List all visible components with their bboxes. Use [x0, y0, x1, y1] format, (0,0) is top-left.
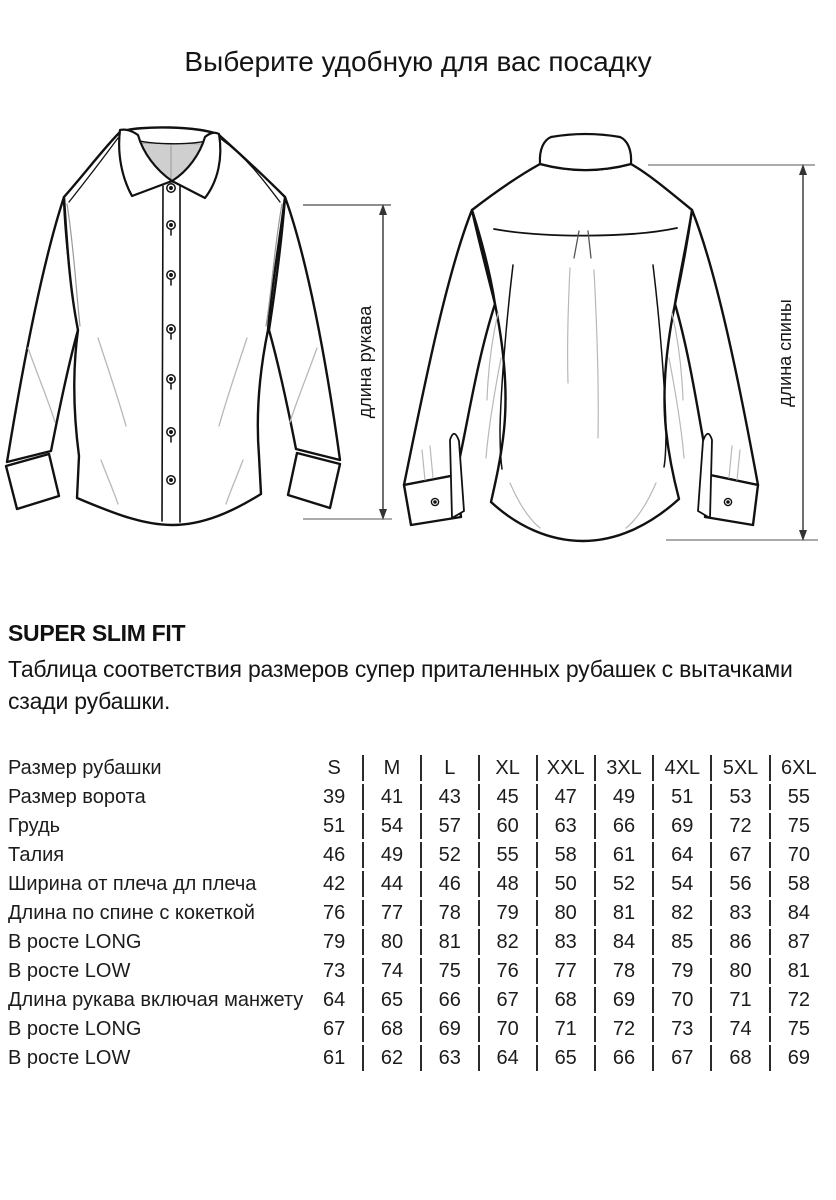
size-cell: 61 — [594, 842, 652, 868]
size-cell: 66 — [594, 1045, 652, 1071]
size-cell: 52 — [594, 871, 652, 897]
size-cell: 76 — [323, 901, 346, 924]
table-row-sleeve-long — [8, 1016, 827, 1042]
size-cell: M — [362, 755, 420, 781]
size-cell: 69 — [652, 813, 710, 839]
size-cell: 82 — [652, 900, 710, 926]
size-cell: 69 — [594, 987, 652, 1013]
size-cell: 6XL — [769, 755, 827, 781]
table-row-sleeve-low — [8, 1045, 827, 1071]
table-row-chest — [8, 813, 827, 839]
description-line: сзади рубашки. — [8, 688, 171, 714]
size-cell: 70 — [478, 1016, 536, 1042]
table-description — [8, 653, 793, 717]
size-cell: S — [327, 756, 341, 779]
size-cell: 83 — [536, 929, 594, 955]
size-cell: 61 — [323, 1046, 346, 1069]
size-row-label: Грудь — [8, 814, 61, 837]
size-cell: 81 — [594, 900, 652, 926]
size-cell: 71 — [536, 1016, 594, 1042]
size-row-label: Ширина от плеча дл плеча — [8, 872, 257, 895]
size-cell: 56 — [710, 871, 768, 897]
size-cell: 43 — [420, 784, 478, 810]
size-cell: 47 — [536, 784, 594, 810]
size-cell: 72 — [769, 987, 827, 1013]
size-row-label: Талия — [8, 843, 65, 866]
size-cell: 75 — [420, 958, 478, 984]
size-row-label: Длина по спине с кокеткой — [8, 901, 255, 924]
size-row-label: В росте LOW — [8, 1046, 131, 1069]
size-cell: 45 — [478, 784, 536, 810]
size-cell: 81 — [420, 929, 478, 955]
size-cell: 64 — [652, 842, 710, 868]
size-cell: 68 — [362, 1016, 420, 1042]
size-cell: 85 — [652, 929, 710, 955]
size-cell: 65 — [362, 987, 420, 1013]
size-cell: 77 — [362, 900, 420, 926]
size-cell: 55 — [478, 842, 536, 868]
size-row-label: В росте LOW — [8, 959, 131, 982]
size-cell: 75 — [769, 813, 827, 839]
size-cell: 66 — [594, 813, 652, 839]
description-line: Таблица соответствия размеров супер приталенных рубашек с вытачками — [8, 656, 793, 682]
size-cell: 41 — [362, 784, 420, 810]
size-cell: 57 — [420, 813, 478, 839]
back-body — [472, 164, 692, 541]
size-cell: 64 — [478, 1045, 536, 1071]
size-cell: 39 — [323, 785, 346, 808]
size-cell: 68 — [536, 987, 594, 1013]
size-cell: 64 — [323, 988, 346, 1011]
size-cell: 75 — [769, 1016, 827, 1042]
size-cell: 78 — [594, 958, 652, 984]
size-cell: 53 — [710, 784, 768, 810]
size-row-label: Размер ворота — [8, 785, 146, 808]
size-cell: 51 — [323, 814, 346, 837]
size-cell: 58 — [536, 842, 594, 868]
size-cell: XL — [478, 755, 536, 781]
table-row-height-long — [8, 929, 827, 955]
page-title: Выберите удобную для вас посадку — [184, 46, 652, 77]
front-shirt-illustration — [6, 127, 340, 525]
table-row-collar — [8, 784, 827, 810]
size-cell: 80 — [710, 958, 768, 984]
size-cell: 67 — [710, 842, 768, 868]
size-cell: 67 — [652, 1045, 710, 1071]
section-heading: SUPER SLIM FIT — [8, 620, 186, 646]
size-cell: 87 — [769, 929, 827, 955]
size-cell: 83 — [710, 900, 768, 926]
back-length-label: длина спины — [774, 299, 795, 407]
size-cell: 81 — [769, 958, 827, 984]
size-cell: 78 — [420, 900, 478, 926]
size-cell: 62 — [362, 1045, 420, 1071]
size-cell: 42 — [323, 872, 346, 895]
size-cell: 67 — [323, 1017, 346, 1040]
size-cell: 63 — [420, 1045, 478, 1071]
front-right-cuff — [288, 453, 340, 508]
size-cell: 49 — [594, 784, 652, 810]
size-cell: 74 — [362, 958, 420, 984]
size-cell: 70 — [769, 842, 827, 868]
size-cell: 46 — [323, 843, 346, 866]
size-cell: 70 — [652, 987, 710, 1013]
size-cell: XXL — [536, 755, 594, 781]
size-cell: 73 — [652, 1016, 710, 1042]
size-cell: 3XL — [594, 755, 652, 781]
size-cell: 77 — [536, 958, 594, 984]
size-row-label: Длина рукава включая манжету — [8, 988, 304, 1011]
arrow-up-icon — [379, 204, 387, 215]
size-cell: 71 — [710, 987, 768, 1013]
size-cell: 74 — [710, 1016, 768, 1042]
front-left-cuff — [6, 454, 59, 509]
size-cell: 80 — [362, 929, 420, 955]
back-collar — [540, 134, 631, 170]
size-cell: 68 — [710, 1045, 768, 1071]
table-row-sizes — [8, 755, 827, 781]
size-row-label: В росте LONG — [8, 930, 142, 953]
size-cell: 67 — [478, 987, 536, 1013]
front-placket-left-line — [162, 186, 163, 521]
size-cell: 73 — [323, 959, 346, 982]
size-cell: 48 — [478, 871, 536, 897]
back-right-sleeve — [675, 210, 758, 485]
table-row-height-low — [8, 958, 827, 984]
size-cell: 80 — [536, 900, 594, 926]
size-cell: 55 — [769, 784, 827, 810]
size-cell: 50 — [536, 871, 594, 897]
table-row-back-length — [8, 900, 827, 926]
back-shirt-illustration — [404, 134, 758, 541]
back-right-sleeve-placket — [698, 434, 712, 518]
size-cell: 63 — [536, 813, 594, 839]
size-cell: 44 — [362, 871, 420, 897]
size-cell: 49 — [362, 842, 420, 868]
size-cell: 79 — [652, 958, 710, 984]
size-cell: 4XL — [652, 755, 710, 781]
size-cell: 66 — [420, 987, 478, 1013]
size-cell: 54 — [652, 871, 710, 897]
size-cell: 72 — [710, 813, 768, 839]
size-cell: 58 — [769, 871, 827, 897]
size-cell: 76 — [478, 958, 536, 984]
size-cell: 79 — [323, 930, 346, 953]
size-cell: 84 — [769, 900, 827, 926]
size-cell: 84 — [594, 929, 652, 955]
size-cell: 69 — [420, 1016, 478, 1042]
table-row-waist — [8, 842, 827, 868]
size-cell: 82 — [478, 929, 536, 955]
size-table — [8, 752, 827, 1074]
size-cell: 86 — [710, 929, 768, 955]
size-cell: 46 — [420, 871, 478, 897]
table-row-sleeve-length — [8, 987, 827, 1013]
size-cell: 51 — [652, 784, 710, 810]
size-cell: 54 — [362, 813, 420, 839]
size-cell: 52 — [420, 842, 478, 868]
size-cell: 79 — [478, 900, 536, 926]
size-cell: L — [420, 755, 478, 781]
table-row-shoulder — [8, 871, 827, 897]
size-cell: 65 — [536, 1045, 594, 1071]
shirt-fit-diagram — [0, 108, 836, 583]
size-row-label: Размер рубашки — [8, 756, 162, 779]
size-row-label: В росте LONG — [8, 1017, 142, 1040]
size-cell: 69 — [769, 1045, 827, 1071]
size-cell: 5XL — [710, 755, 768, 781]
size-cell: 72 — [594, 1016, 652, 1042]
sleeve-length-label: длина рукава — [354, 305, 375, 419]
size-cell: 60 — [478, 813, 536, 839]
